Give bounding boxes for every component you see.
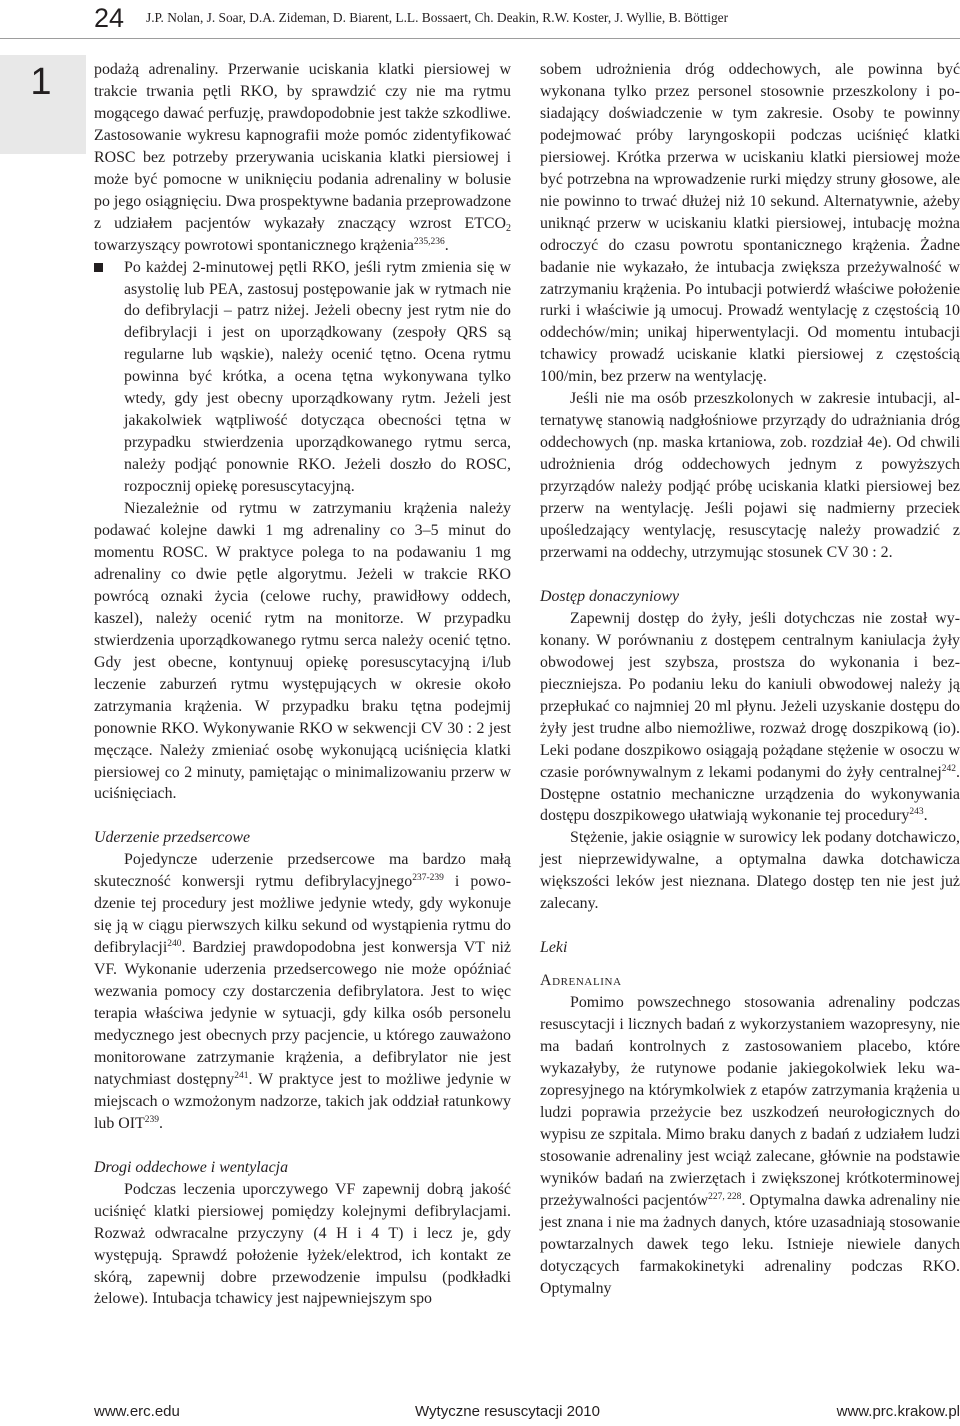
- paragraph: sobem udrożnienia dróg oddechowych, ale powinna być wykonana tylko przez personel stosownie przeszkolony i posiadający doświadczenie w tym zakresie. Osoby te powinny podejmować próby laryngoskopii podczas uciśnięć klatki piersiowej. Krótka przerwa w uciskaniu klatki piersiowej może być potrzebna na wprowadzenie rurki między struny głosowe, ale nie powinno to trwać dłużej niż 10 sekund. Alternatywnie, ażeby uniknąć przerw w uciskaniu klatki piersiowej, intubację można odroczyć do czasu powrotu spontanicznego krążenia. Żadne badanie nie wykazało, że intubacja zwiększa przeżywalność w zatrzymaniu krążenia. Po intubacji potwierdź właściwe położenie rurki i właściwie ją umocuj. Prowadź wentylację z częstością 10 oddechów/min; unikaj hiperwentylacji. Od momentu intubacji tchawicy prowadź uciskanie klatki piersiowej z częstością 100/min, bez przerw na wentylację.: [540, 61, 960, 386]
- citation: 235,236: [413, 236, 445, 247]
- section-heading-vascular-access: Dostęp donaczyniowy: [540, 587, 680, 605]
- header-rule: [0, 38, 960, 39]
- left-column: [94, 59, 511, 1310]
- chapter-number: 1: [30, 61, 52, 103]
- citation: 243: [909, 807, 924, 818]
- paragraph: Stężenie, jakie osiągnie w surowicy lek podany dotchawiczo, jest nieprzewidywalne, a optymalna dawka dotchawicza większości leków jest nieznana. Dlatego dostęp ten nie jest już zalecany.: [540, 829, 960, 913]
- citation: 240: [167, 939, 182, 950]
- footer-url-prc: www.prc.krakow.pl: [836, 1403, 960, 1420]
- citation: 239: [144, 1114, 160, 1125]
- right-column: [540, 59, 960, 1299]
- paragraph: Podczas leczenia uporczywego VF zapewnij dobrą jakość uciśnięć klatki piersiowej pomiędzy kolejnymi defibrylacjami. Rozważ odwracalne przyczyny (4 H i 4 T) i lecz je, gdy występują. Sprawdź położenie łyżek/elektrod, ich kontakt ze skórą, zapewnij dobre przewodzenie impulsu (podkładki żelowe). Intubacja tchawicy jest najpewniejszym spo: [94, 1180, 511, 1308]
- paragraph: Niezależnie od rytmu w zatrzymaniu krążenia należy podawać kolejne dawki 1 mg adrenaliny co 3–5 minut do momentu ROSC. W praktyce polega to na podawaniu 1 mg adrenaliny co dwie pętle algorytmu. Jeżeli w trakcie RKO powrócą oznaki życia (celowe ruchy, prawidłowy oddech, kaszel), należy ocenić rytm na monitorze. W przypadku stwierdzenia uporządkowanego rytmu serca należy ocenić tętno. Gdy jest obecne, kontynuuj opiekę poresuscytacyjną i/lub leczenie zaburzeń rytmu występujących w okresie około zatrzymania krążenia. W przypadku braku tętna podejmij ponownie RKO. Wykonywanie RKO w sekwencji CV 30 : 2 jest męczące. Należy zmieniać osobę wykonującą uciśnięcia klatki piersiowej co 2 minuty, pamiętając o minimalizowaniu przerw w uciśnięciach.: [94, 500, 511, 803]
- page-number: 24: [94, 3, 125, 33]
- section-heading-airway: Drogi oddechowe i wentylacja: [94, 1158, 289, 1176]
- footer-title: Wytyczne resuscytacji 2010: [415, 1403, 600, 1420]
- citation: 227, 228: [708, 1191, 742, 1202]
- page-header: [0, 0, 960, 38]
- section-heading-drugs: Leki: [540, 939, 568, 957]
- running-head-authors: J.P. Nolan, J. Soar, D.A. Zideman, D. Biarent, L.L. Bossaert, Ch. Deakin, R.W. Koster, J. Wyllie, B. Böttiger: [146, 10, 729, 25]
- footer-url-erc: www.erc.edu: [94, 1403, 180, 1420]
- paragraph: podażą adrenaliny. Przerwanie uciskania klatki piersiowej w trakcie trwania pętli RKO, by sprawdzić czy nie ma rytmu mogącego dawać perfuzję, prawdopodobnie jest także szkodliwe. Zastosowanie wykresu kapnografii może pomóc zidentyfikować ROSC bez potrzeby przerywania uciskania klatki piersiowej i może być pomocne w uniknięciu podania adrenaliny w bolusie po jego osiągnięciu. Dwa prospektywne badania przeprowadzone z udziałem pacjentów wykazały znaczący wzrost $ETCO_2$ towarzyszący powrotowi spontanicznego krążenia$^{235,236}$.: [94, 61, 511, 254]
- citation: 237-239: [412, 873, 444, 884]
- paragraph: Zapewnij dostęp do żyły, jeśli dotychczas nie został wykonany. W porównaniu z dostępem centralnym kaniulacja żyły obwodowej jest szybsza, prostsza do wykonania i bezpieczniejsza. Po podaniu leku do kaniuli obwodowej należy ją przepłukać co najmniej 20 ml płynu. Jeżeli uzyskanie dostępu do żyły jest trudne albo niemożliwe, rozważ drogę doszpikową (io). Leki podane doszpikowo osiągają pożądane stężenie w osoczu w czasie porównywalnym z lekami podanymi do żyły centralnej$^{242}$. Dostępne ostatnio mechaniczne urządzenia do wykonywania dostępu doszpikowego ułatwiają wykonanie tej procedury$^{243}$.: [540, 609, 960, 825]
- paragraph: Jeśli nie ma osób przeszkolonych w zakresie intubacji, alternatywę stanowią nadgłośniowe przyrządy do udrażniania dróg oddechowych (np. maska krtaniowa, zob. rozdział 4e). Od chwili udrożnienia dróg oddechowych jednym z powyższych przyrządów należy podjąć próbę uciskania klatki piersiowej bez przerw na wentylację. Jeśli pojawi się nadmierny przeciek upośledzający wentylację, resuscytację należy prowadzić z przerwami na oddechy, utrzymując stosunek CV 30 : 2.: [540, 390, 960, 561]
- page-footer: [0, 1400, 960, 1426]
- citation: 242: [941, 763, 957, 774]
- square-bullet-icon: [94, 263, 103, 272]
- bullet-item: Po każdej 2-minutowej pętli RKO, jeśli rytm zmienia się w asystolię lub PEA, zastosuj postępowanie jak w rytmach nie do defibrylacji – patrz niżej. Jeżeli obecny jest rytm nie do defibrylacji i jest on uporządkowany (zespoły QRS są regularne lub wąskie), należy ocenić tętno. Ocena rytmu powinna być krótka, a ocena tętna wykonywana tylko wtedy, gdy jest obecny uporządkowany rytm. Jeżeli jest jakakolwiek wątpliwość dotycząca obecności tętna w przypadku stwierdzenia uporządkowanego rytmu serca, należy podjąć ponownie RKO. Jeżeli doszło do ROSC, rozpocznij opiekę poresuscytacyjną.: [94, 257, 511, 498]
- section-heading-precordial-thump: Uderzenie przedsercowe: [94, 829, 251, 847]
- citation: 241: [234, 1070, 249, 1081]
- paragraph: Pojedyncze uderzenie przedsercowe ma bardzo małą skuteczność konwersji rytmu defibrylacyjnego$^{237-239}$ i powodzenie tej procedury jest możliwe jedynie wtedy, gdy wykonuje się ją w ciągu pierwszych kilku sekund od wystąpienia rytmu do defibrylacji$^{240}$. Bardziej prawdopodobna jest konwersja VT niż VF. Wykonanie uderzenia przedsercowego nie może opóźniać wezwania pomocy czy dostarczenia defibrylatora. Jest to więc terapia właściwa jedynie w sytuacji, gdy kilka osób personelu medycznego jest obecnych przy pacjencie, u którego zauważono monitorowane zatrzymanie krążenia, a defibrylator nie jest natychmiast dostępny$^{241}$. W praktyce jest to możliwe jedynie w miejscach o wzmożonym nadzorze, takich jak oddział ratunkowy lub OIT$^{239}$.: [94, 851, 511, 1132]
- section-heading-adrenaline: Adrenalina: [540, 972, 622, 990]
- paragraph: Pomimo powszechnego stosowania adrenaliny podczas resuscytacji i licznych badań z wykorzystaniem wazopresyny, nie ma badań kontrolnych z zastosowaniem placebo, które wykazałyby, że rutynowe podanie jakiegokolwiek leku wazopresyjnego na którymkolwiek z etapów zatrzymania krążenia u ludzi poprawia przeżycie bez uszkodzeń neurołogicznych do wypisu ze szpitala. Mimo braku danych z badań z udziałem ludzi stosowanie adrenaliny jest wciąż zalecane, głównie na podstawie wyników badań na zwierzętach i zwiększonej krótkoterminowej przeżywalności pacjentów$^{227, 228}$. Optymalna dawka adrenaliny nie jest znana i nie ma żadnych danych, które uzasadniają stosowanie powtarzalnych dawek tego leku. Istnieje niewiele danych dotyczących farmakokinetyki adrenaliny podczas RKO. Optymalny: [540, 994, 960, 1297]
